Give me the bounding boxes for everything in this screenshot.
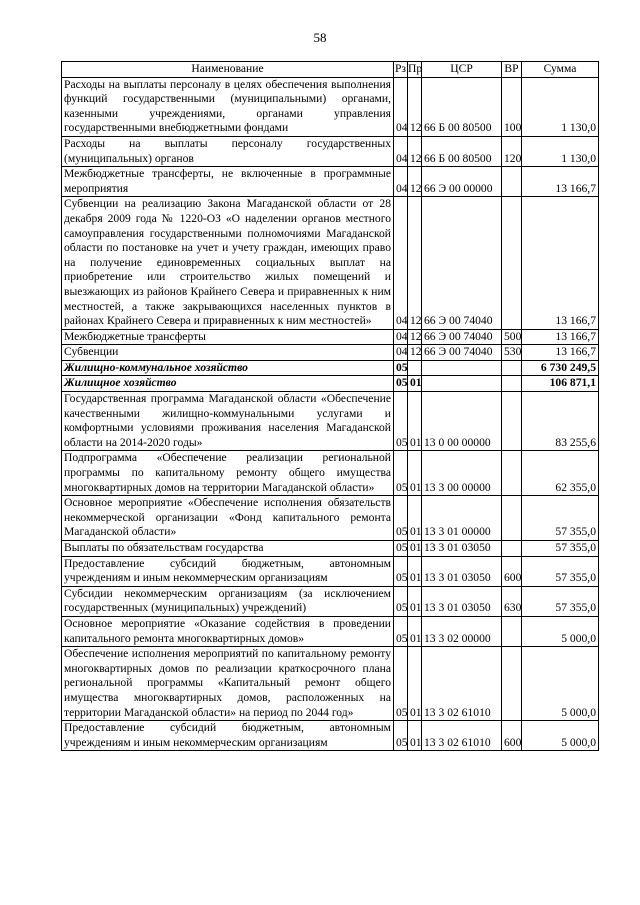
cell-pr: 12 [408, 136, 422, 166]
cell-pr: 12 [408, 77, 422, 136]
cell-sum: 5 000,0 [522, 721, 599, 751]
cell-rz: 05 [394, 721, 408, 751]
cell-rz: 05 [394, 586, 408, 616]
cell-name: Основное мероприятие «Оказание содействия в проведении капитального ремонта многоквартирных домов» [62, 616, 394, 646]
cell-pr: 12 [408, 329, 422, 345]
table-row [62, 360, 599, 376]
cell-pr: 12 [408, 167, 422, 197]
table-row [62, 556, 599, 586]
table-row [62, 197, 599, 329]
cell-csr: 13 3 02 61010 [422, 647, 502, 721]
cell-csr: 13 3 02 00000 [422, 616, 502, 646]
cell-csr: 13 3 01 03050 [422, 586, 502, 616]
table-row [62, 136, 599, 166]
cell-name: Государственная программа Магаданской области «Обеспечение качественными жилищно-коммунальными услугами и комфортными условиями проживания населения Магаданской области на 2014-2020 годы» [62, 392, 394, 451]
cell-csr: 66 Э 00 00000 [422, 167, 502, 197]
cell-csr: 66 Э 00 74040 [422, 329, 502, 345]
cell-sum: 1 130,0 [522, 136, 599, 166]
cell-name: Субвенции [62, 345, 394, 361]
cell-name: Расходы на выплаты персоналу государственных (муниципальных) органов [62, 136, 394, 166]
budget-table [61, 61, 599, 751]
cell-name: Субвенции на реализацию Закона Магаданской области от 28 декабря 2009 года № 1220-ОЗ «О наделении органов местного самоуправления государственными полномочиями Магаданской области по постановке на учет и учету граждан, имеющих право на получение единовременных социальных выплат на приобретение или строительство жилых помещений и выезжающих из районов Крайнего Севера и приравненных к ним местностей, а также закрывающихся населенных пунктов в районах Крайнего Севера и приравненных к ним местностей» [62, 197, 394, 329]
table-row [62, 586, 599, 616]
page-number: 58 [313, 30, 327, 45]
cell-rz: 04 [394, 345, 408, 361]
header-pr: Пр [408, 62, 422, 78]
cell-vr: 600 [502, 721, 522, 751]
cell-pr [408, 360, 422, 376]
cell-rz: 05 [394, 541, 408, 557]
cell-name: Выплаты по обязательствам государства [62, 541, 394, 557]
cell-csr: 66 Б 00 80500 [422, 77, 502, 136]
cell-vr [502, 392, 522, 451]
cell-vr [502, 376, 522, 392]
cell-vr [502, 496, 522, 541]
cell-rz: 05 [394, 647, 408, 721]
cell-pr: 01 [408, 556, 422, 586]
cell-name: Предоставление субсидий бюджетным, автономным учреждениям и иным некоммерческим организациям [62, 721, 394, 751]
cell-sum: 6 730 249,5 [522, 360, 599, 376]
cell-sum: 13 166,7 [522, 329, 599, 345]
cell-pr: 01 [408, 721, 422, 751]
cell-pr: 01 [408, 616, 422, 646]
cell-name: Подпрограмма «Обеспечение реализации региональной программы по капитальному ремонту общего имущества многоквартирных домов на территории Магаданской области» [62, 451, 394, 496]
cell-sum: 83 255,6 [522, 392, 599, 451]
cell-name: Межбюджетные трансферты [62, 329, 394, 345]
cell-rz: 05 [394, 496, 408, 541]
cell-name: Межбюджетные трансферты, не включенные в программные мероприятия [62, 167, 394, 197]
cell-vr [502, 167, 522, 197]
cell-vr: 630 [502, 586, 522, 616]
cell-rz: 05 [394, 556, 408, 586]
header-sum: Сумма [522, 62, 599, 78]
table-header-row [62, 62, 599, 78]
cell-sum: 1 130,0 [522, 77, 599, 136]
table-row [62, 345, 599, 361]
cell-sum: 13 166,7 [522, 167, 599, 197]
cell-sum: 57 355,0 [522, 586, 599, 616]
header-csr: ЦСР [422, 62, 502, 78]
cell-sum: 13 166,7 [522, 197, 599, 329]
header-vr: ВР [502, 62, 522, 78]
cell-vr: 530 [502, 345, 522, 361]
table-row [62, 376, 599, 392]
table-row [62, 541, 599, 557]
cell-name: Основное мероприятие «Обеспечение исполнения обязательств некоммерческой организации «Фонд капитального ремонта Магаданской области» [62, 496, 394, 541]
cell-vr [502, 197, 522, 329]
table-row [62, 329, 599, 345]
cell-rz: 04 [394, 167, 408, 197]
table-row [62, 496, 599, 541]
cell-vr [502, 616, 522, 646]
cell-name: Расходы на выплаты персоналу в целях обеспечения выполнения функций государственными (муниципальными) органами, казенными учреждениями, органами управления государственными внебюджетными фондами [62, 77, 394, 136]
cell-vr [502, 541, 522, 557]
cell-rz: 05 [394, 360, 408, 376]
cell-pr: 01 [408, 496, 422, 541]
cell-pr: 01 [408, 376, 422, 392]
cell-rz: 05 [394, 616, 408, 646]
cell-rz: 04 [394, 329, 408, 345]
cell-vr: 500 [502, 329, 522, 345]
table-row [62, 167, 599, 197]
cell-pr: 01 [408, 541, 422, 557]
cell-name: Обеспечение исполнения мероприятий по капитальному ремонту многоквартирных домов по реализации краткосрочного плана региональной программы «Капитальный ремонт общего имущества многоквартирных домов, расположенных на территории Магаданской области» на период по 2044 год» [62, 647, 394, 721]
cell-vr [502, 360, 522, 376]
cell-sum: 13 166,7 [522, 345, 599, 361]
cell-vr: 100 [502, 77, 522, 136]
cell-sum: 57 355,0 [522, 496, 599, 541]
header-name: Наименование [62, 62, 394, 78]
cell-rz: 04 [394, 197, 408, 329]
cell-rz: 04 [394, 77, 408, 136]
cell-rz: 04 [394, 136, 408, 166]
cell-name: Жилищно-коммунальное хозяйство [62, 360, 394, 376]
cell-rz: 05 [394, 451, 408, 496]
cell-sum: 62 355,0 [522, 451, 599, 496]
cell-pr: 01 [408, 451, 422, 496]
cell-sum: 5 000,0 [522, 647, 599, 721]
cell-sum: 106 871,1 [522, 376, 599, 392]
cell-csr: 13 3 02 61010 [422, 721, 502, 751]
cell-csr [422, 376, 502, 392]
cell-rz: 05 [394, 392, 408, 451]
table-row [62, 721, 599, 751]
cell-csr: 13 3 01 03050 [422, 556, 502, 586]
cell-csr: 13 3 01 00000 [422, 496, 502, 541]
cell-csr: 66 Э 00 74040 [422, 345, 502, 361]
cell-sum: 57 355,0 [522, 556, 599, 586]
cell-sum: 57 355,0 [522, 541, 599, 557]
cell-vr: 120 [502, 136, 522, 166]
cell-name: Жилищное хозяйство [62, 376, 394, 392]
cell-rz: 05 [394, 376, 408, 392]
table-body [62, 77, 599, 751]
cell-sum: 5 000,0 [522, 616, 599, 646]
cell-csr: 66 Э 00 74040 [422, 197, 502, 329]
cell-pr: 01 [408, 586, 422, 616]
table-row [62, 77, 599, 136]
table-row [62, 451, 599, 496]
table-row [62, 616, 599, 646]
cell-pr: 12 [408, 197, 422, 329]
cell-csr: 13 3 01 03050 [422, 541, 502, 557]
table-row [62, 647, 599, 721]
cell-pr: 01 [408, 647, 422, 721]
cell-pr: 01 [408, 392, 422, 451]
table-row [62, 392, 599, 451]
cell-name: Субсидии некоммерческим организациям (за исключением государственных (муниципальных) учреждений) [62, 586, 394, 616]
cell-csr: 13 0 00 00000 [422, 392, 502, 451]
header-rz: Рз [394, 62, 408, 78]
cell-vr [502, 647, 522, 721]
cell-csr [422, 360, 502, 376]
cell-csr: 66 Б 00 80500 [422, 136, 502, 166]
cell-pr: 12 [408, 345, 422, 361]
cell-name: Предоставление субсидий бюджетным, автономным учреждениям и иным некоммерческим организациям [62, 556, 394, 586]
cell-csr: 13 3 00 00000 [422, 451, 502, 496]
cell-vr [502, 451, 522, 496]
cell-vr: 600 [502, 556, 522, 586]
